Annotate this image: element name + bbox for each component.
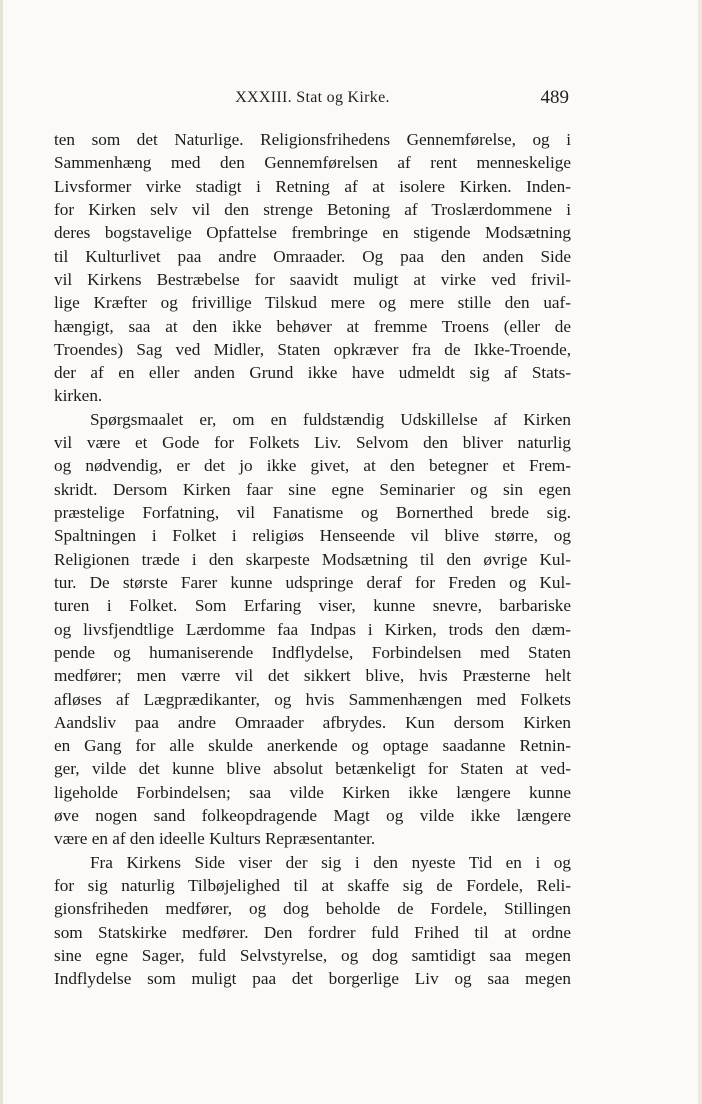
text-line: ligeholde Forbindelsen; saa vilde Kirken ikke længere kunne xyxy=(54,782,571,802)
text-line: og nødvendig, er det jo ikke givet, at den betegner et Frem- xyxy=(54,456,571,476)
text-line: afløses af Lægprædikanter, og hvis Sammenhængen med Folkets xyxy=(54,689,571,709)
text-line: Aandsliv paa andre Omraader afbrydes. Kun dersom Kirken xyxy=(54,712,571,732)
text-line: øve nogen sand folkeopdragende Magt og vilde ikke længere xyxy=(54,806,571,826)
text-line: vil være et Gode for Folkets Liv. Selvom den bliver naturlig xyxy=(54,433,571,453)
text-line: Troendes) Sag ved Midler, Staten opkræver fra de Ikke-Troende, xyxy=(54,339,571,359)
page-number: 489 xyxy=(540,87,569,108)
body-text xyxy=(54,128,571,991)
text-line: som Statskirke medfører. Den fordrer fuld Frihed til at ordne xyxy=(54,922,571,942)
paragraph-start-line: Spørgsmaalet er, om en fuldstændig Udskillelse af Kirken xyxy=(90,409,571,429)
text-line: turen i Folket. Som Erfaring viser, kunne snevre, barbariske xyxy=(54,596,571,616)
text-line: Religionen træde i den skarpeste Modsætning til den øvrige Kul- xyxy=(54,549,571,569)
text-line: deres bogstavelige Opfattelse frembringe en stigende Modsætning xyxy=(54,223,571,243)
text-line: Sammenhæng med den Gennemførelsen af rent menneskelige xyxy=(54,153,571,173)
text-line: pende og humaniserende Indflydelse, Forbindelsen med Staten xyxy=(54,642,571,662)
scan-edge-left xyxy=(0,0,3,1104)
page-header xyxy=(54,86,571,110)
text-line: ten som det Naturlige. Religionsfrihedens Gennemførelse, og i xyxy=(54,130,571,149)
text-line: Indflydelse som muligt paa det borgerlige Liv og saa megen xyxy=(54,969,571,989)
paragraph-end-line: være en af den ideelle Kulturs Repræsentanter. xyxy=(54,829,376,849)
running-head: XXXIII. Stat og Kirke. xyxy=(235,89,390,106)
text-line: skridt. Dersom Kirken faar sine egne Seminarier og sin egen xyxy=(54,479,571,499)
text-line: en Gang for alle skulde anerkende og optage saadanne Retnin- xyxy=(54,736,571,756)
text-line: Livsformer virke stadigt i Retning af at isolere Kirken. Inden- xyxy=(54,176,571,196)
text-line: hængigt, saa at den ikke behøver at fremme Troens (eller de xyxy=(54,316,571,336)
text-line: lige Kræfter og frivillige Tilskud mere og mere stille den uaf- xyxy=(54,293,571,313)
text-line: gionsfriheden medfører, og dog beholde de Fordele, Stillingen xyxy=(54,899,571,919)
text-line: for sig naturlig Tilbøjelighed til at skaffe sig de Fordele, Reli- xyxy=(54,876,571,895)
scan-edge-right xyxy=(698,0,702,1104)
text-line: medfører; men værre vil det sikkert blive, hvis Præsterne helt xyxy=(54,666,571,686)
text-line: vil Kirkens Bestræbelse for saavidt muligt at virke ved frivil- xyxy=(54,269,571,289)
paragraph-end-line: kirken. xyxy=(54,386,103,406)
text-line: Spaltningen i Folket i religiøs Henseende vil blive større, og xyxy=(54,526,571,546)
text-line: sine egne Sager, fuld Selvstyrelse, og dog samtidigt saa megen xyxy=(54,945,571,965)
text-line: til Kulturlivet paa andre Omraader. Og paa den anden Side xyxy=(54,246,571,266)
text-line: der af en eller anden Grund ikke have udmeldt sig af Stats- xyxy=(54,363,571,383)
text-line: ger, vilde det kunne blive absolut betænkeligt for Staten at ved- xyxy=(54,759,571,779)
text-line: præstelige Forfatning, vil Fanatisme og Bornerthed brede sig. xyxy=(54,503,571,522)
text-line: og livsfjendtlige Lærdomme faa Indpas i Kirken, trods den dæm- xyxy=(54,619,571,639)
text-line: for Kirken selv vil den strenge Betoning af Troslærdommene i xyxy=(54,199,571,219)
paragraph-start-line: Fra Kirkens Side viser der sig i den nyeste Tid en i og xyxy=(90,852,571,872)
text-line: tur. De største Farer kunne udspringe deraf for Freden og Kul- xyxy=(54,572,571,592)
